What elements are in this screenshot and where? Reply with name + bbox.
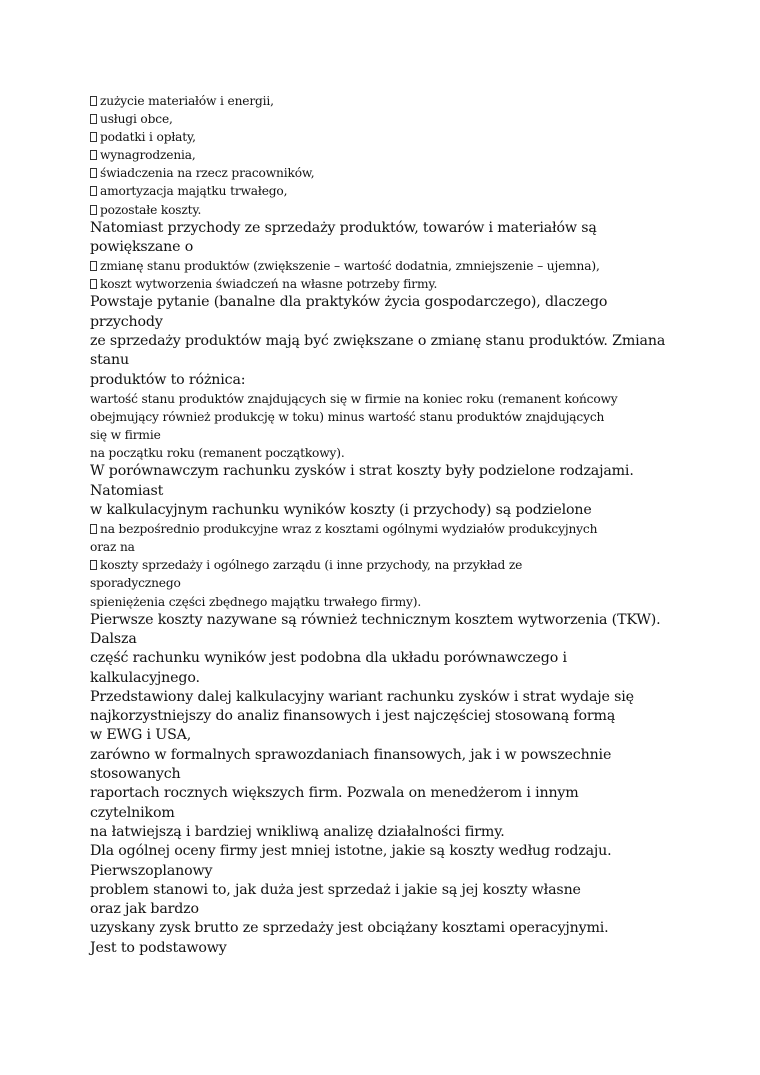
line-text: wynagrodzenia, [100, 148, 196, 163]
text-line [90, 444, 700, 462]
line-text: oraz na [90, 540, 135, 555]
text-line [90, 426, 700, 444]
bullet-box-icon [90, 168, 97, 178]
line-text: amortyzacja majątku trwałego, [100, 184, 288, 199]
text-line [90, 593, 700, 611]
line-text: w EWG i USA, [90, 727, 192, 744]
text-line [90, 538, 700, 556]
line-text: zmianę stanu produktów (zwiększenie – wartość dodatnia, zmniejszenie – ujemna), [100, 259, 600, 274]
bullet-list-item [90, 128, 700, 146]
text-line [90, 823, 700, 842]
line-text: podatki i opłaty, [100, 130, 196, 145]
text-line [90, 332, 700, 351]
bullet-box-icon [90, 205, 97, 215]
line-text: najkorzystniejszy do analiz finansowych i jest najczęściej stosowaną formą [90, 708, 616, 725]
text-line [90, 765, 700, 784]
bullet-box-icon [90, 261, 97, 271]
text-line [90, 881, 700, 900]
text-line [90, 501, 700, 520]
line-text: usługi obce, [100, 112, 173, 127]
text-line [90, 862, 700, 881]
line-text: Przedstawiony dalej kalkulacyjny wariant rachunku zysków i strat wydaje się [90, 688, 634, 705]
line-text: świadczenia na rzecz pracowników, [100, 166, 315, 181]
bullet-list-item [90, 556, 700, 574]
bullet-box-icon [90, 96, 97, 106]
text-line [90, 784, 700, 803]
text-line [90, 574, 700, 592]
line-text: raportach rocznych większych firm. Pozwala on menedżerom i innym [90, 785, 579, 802]
line-text: wartość stanu produktów znajdujących się w firmie na koniec roku (remanent końcowy [90, 391, 618, 406]
text-line [90, 630, 700, 649]
line-text: w kalkulacyjnym rachunku wyników koszty (i przychody) są podzielone [90, 501, 592, 518]
line-text: powiększane o [90, 238, 194, 255]
line-text: przychody [90, 313, 163, 330]
text-line [90, 939, 700, 958]
line-text: się w firmie [90, 428, 161, 443]
line-text: Pierwszoplanowy [90, 862, 213, 879]
line-text: sporadycznego [90, 576, 181, 591]
line-text: produktów to różnica: [90, 371, 246, 388]
bullet-list-item [90, 520, 700, 538]
text-line [90, 219, 700, 238]
text-line [90, 238, 700, 257]
text-line [90, 919, 700, 938]
line-text: stanu [90, 352, 129, 369]
text-line [90, 746, 700, 765]
text-line [90, 293, 700, 312]
text-line [90, 804, 700, 823]
line-text: Powstaje pytanie (banalne dla praktyków życia gospodarczego), dlaczego [90, 294, 608, 311]
bullet-list-item [90, 275, 700, 293]
text-line [90, 649, 700, 668]
text-line [90, 390, 700, 408]
line-text: ze sprzedaży produktów mają być zwiększane o zmianę stanu produktów. Zmiana [90, 333, 666, 350]
bullet-box-icon [90, 279, 97, 289]
line-text: spieniężenia części zbędnego majątku trwałego firmy). [90, 594, 422, 609]
text-line [90, 707, 700, 726]
line-text: koszty sprzedaży i ogólnego zarządu (i inne przychody, na przykład ze [100, 558, 523, 573]
bullet-list-item [90, 92, 700, 110]
line-text: kalkulacyjnego. [90, 669, 200, 686]
bullet-list-item [90, 110, 700, 128]
text-line [90, 462, 700, 481]
line-text: na łatwiejszą i bardziej wnikliwą analizę działalności firmy. [90, 823, 505, 840]
bullet-list-item [90, 182, 700, 200]
line-text: obejmujący również produkcję w toku) minus wartość stanu produktów znajdujących [90, 410, 605, 425]
line-text: Dla ogólnej oceny firmy jest mniej istotne, jakie są koszty według rodzaju. [90, 843, 612, 860]
line-text: Pierwsze koszty nazywane są również technicznym kosztem wytworzenia (TKW). [90, 611, 661, 628]
text-line [90, 313, 700, 332]
bullet-box-icon [90, 114, 97, 124]
text-line [90, 900, 700, 919]
line-text: oraz jak bardzo [90, 901, 199, 918]
bullet-list-item [90, 146, 700, 164]
line-text: na początku roku (remanent początkowy). [90, 446, 345, 461]
text-line [90, 371, 700, 390]
line-text: stosowanych [90, 766, 181, 783]
text-line [90, 842, 700, 861]
text-line [90, 688, 700, 707]
bullet-list-item [90, 257, 700, 275]
text-line [90, 482, 700, 501]
line-text: część rachunku wyników jest podobna dla układu porównawczego i [90, 650, 567, 667]
line-text: problem stanowi to, jak duża jest sprzedaż i jakie są jej koszty własne [90, 881, 581, 898]
line-text: na bezpośrednio produkcyjne wraz z kosztami ogólnymi wydziałów produkcyjnych [100, 522, 598, 537]
line-text: W porównawczym rachunku zysków i strat koszty były podzielone rodzajami. [90, 463, 634, 480]
line-text: Jest to podstawowy [90, 939, 227, 956]
line-text: Natomiast przychody ze sprzedaży produktów, towarów i materiałów są [90, 219, 597, 236]
line-text: Dalsza [90, 630, 137, 647]
text-line [90, 669, 700, 688]
text-line [90, 611, 700, 630]
line-text: czytelnikom [90, 804, 175, 821]
bullet-list-item [90, 164, 700, 182]
bullet-box-icon [90, 524, 97, 534]
bullet-box-icon [90, 150, 97, 160]
bullet-box-icon [90, 560, 97, 570]
bullet-box-icon [90, 132, 97, 142]
bullet-box-icon [90, 186, 97, 196]
text-line [90, 408, 700, 426]
line-text: koszt wytworzenia świadczeń na własne potrzeby firmy. [100, 277, 438, 292]
text-line [90, 351, 700, 370]
bullet-list-item [90, 201, 700, 219]
line-text: Natomiast [90, 482, 164, 499]
text-line [90, 726, 700, 745]
line-text: pozostałe koszty. [100, 202, 202, 217]
line-text: zarówno w formalnych sprawozdaniach finansowych, jak i w powszechnie [90, 746, 612, 763]
line-text: zużycie materiałów i energii, [100, 94, 274, 108]
line-text: uzyskany zysk brutto ze sprzedaży jest obciążany kosztami operacyjnymi. [90, 920, 609, 937]
